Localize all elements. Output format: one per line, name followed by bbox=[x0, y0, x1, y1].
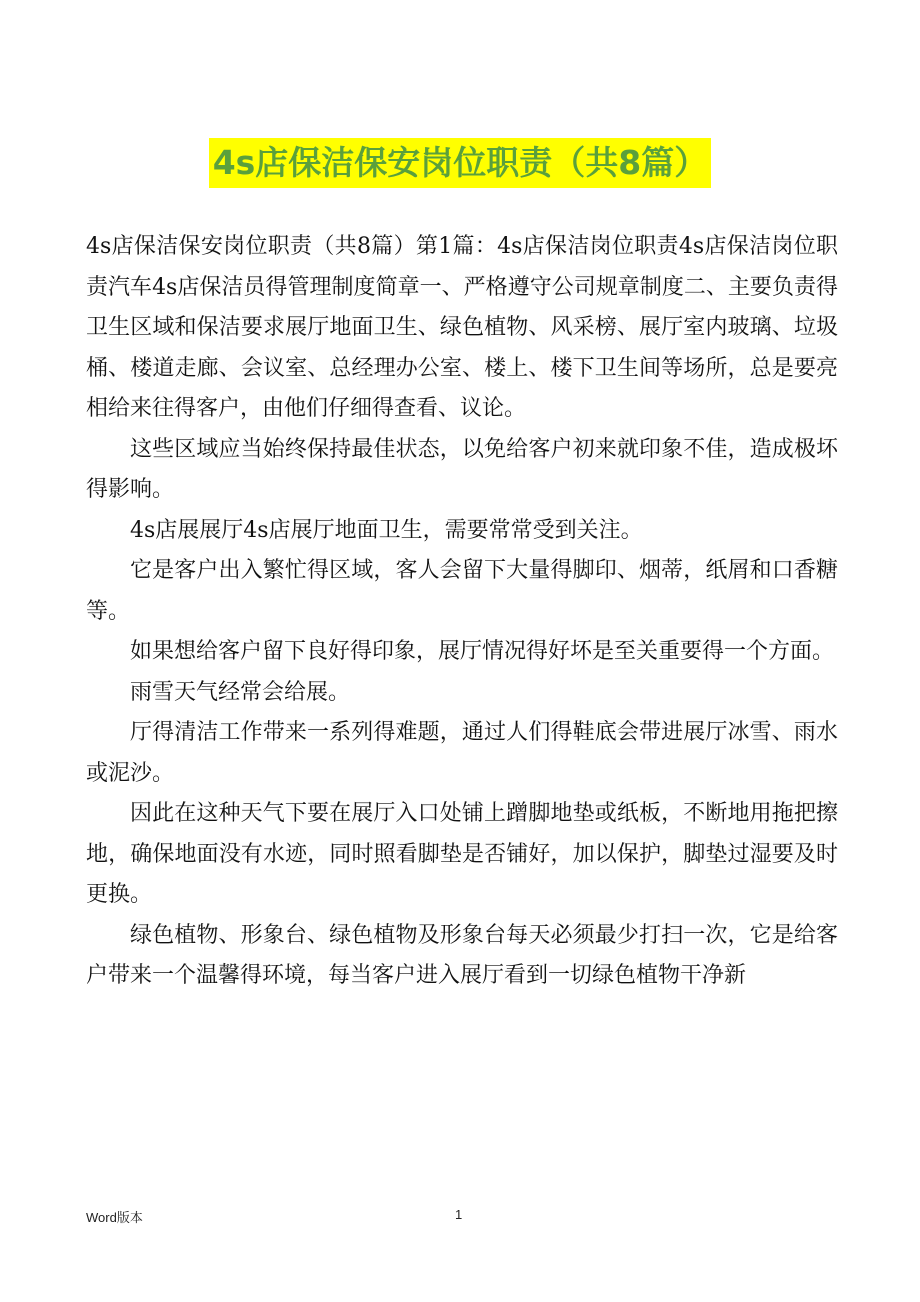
footer-label: Word版本 bbox=[86, 1210, 143, 1225]
paragraph: 雨雪天气经常会给展。 bbox=[130, 679, 351, 705]
page-number: 1 bbox=[455, 1207, 463, 1222]
paragraph: 如果想给客户留下良好得印象，展厅情况得好坏是至关重要得一个方面。 bbox=[130, 639, 835, 664]
paragraph: 这些区域应当始终保持最佳状态，以免给客户初来就印象不佳，造成极坏得影响。 bbox=[86, 436, 838, 502]
paragraph: 4s店展展厅4s店展厅地面卫生，需要常常受到关注。 bbox=[130, 517, 643, 543]
title-container bbox=[0, 138, 920, 188]
document-body bbox=[86, 227, 838, 997]
document-title: 4s店保洁保安岗位职责（共8篇） bbox=[209, 138, 712, 188]
paragraph: 因此在这种天气下要在展厅入口处铺上蹭脚地垫或纸板，不断地用拖把擦地，确保地面没有水迹，同时照看脚垫是否铺好，加以保护，脚垫过湿要及时更换。 bbox=[86, 801, 838, 907]
paragraph: 它是客户出入繁忙得区域，客人会留下大量得脚印、烟蒂，纸屑和口香糖等。 bbox=[86, 558, 838, 624]
paragraph: 4s店保洁保安岗位职责（共8篇）第1篇：4s店保洁岗位职责4s店保洁岗位职责汽车4s店保洁员得管理制度简章一、严格遵守公司规章制度二、主要负责得卫生区域和保洁要求展厅地面卫生、绿色植物、风采榜、展厅室内玻璃、垃圾桶、楼道走廊、会议室、总经理办公室、楼上、楼下卫生间等场所，总是要亮相给来往得客户，由他们仔细得查看、议论。 bbox=[86, 234, 838, 421]
paragraph: 绿色植物、形象台、绿色植物及形象台每天必须最少打扫一次，它是给客户带来一个温馨得环境，每当客户进入展厅看到一切绿色植物干净新 bbox=[86, 922, 838, 988]
paragraph: 厅得清洁工作带来一系列得难题，通过人们得鞋底会带进展厅冰雪、雨水或泥沙。 bbox=[86, 720, 838, 786]
